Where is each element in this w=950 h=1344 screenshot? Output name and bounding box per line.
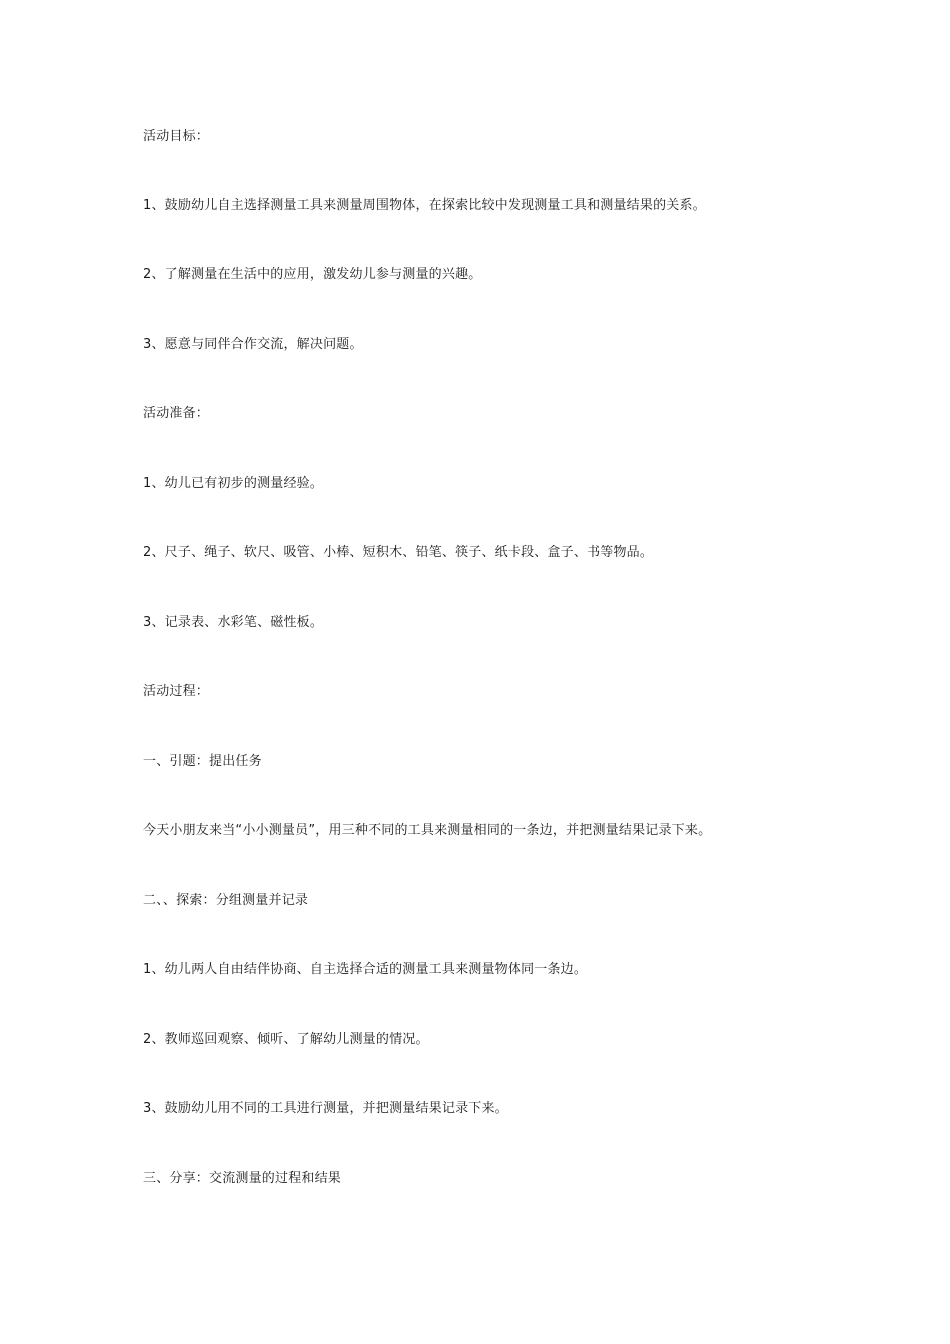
process-step-2-title: 二、、探索：分组测量并记录	[143, 893, 309, 908]
goal-item-1: 1、鼓励幼儿自主选择测量工具来测量周围物体，在探索比较中发现测量工具和测量结果的关系。	[143, 198, 706, 213]
heading-activity-process: 活动过程：	[143, 684, 210, 699]
process-step-3-title: 三、分享：交流测量的过程和结果	[143, 1171, 342, 1186]
goal-item-3: 3、愿意与同伴合作交流，解决问题。	[143, 337, 363, 352]
heading-activity-preparation: 活动准备：	[143, 406, 210, 421]
process-step-1-text: 今天小朋友来当“小小测量员”，用三种不同的工具来测量相同的一条边，并把测量结果记录下来。	[143, 823, 712, 838]
preparation-item-1: 1、幼儿已有初步的测量经验。	[143, 476, 324, 491]
preparation-item-2: 2、尺子、绳子、软尺、吸管、小棒、短积木、铅笔、筷子、纸卡段、盒子、书等物品。	[143, 545, 654, 560]
process-step-2-item-1: 1、幼儿两人自由结伴协商、自主选择合适的测量工具来测量物体同一条边。	[143, 962, 588, 977]
process-step-1-title: 一、引题：提出任务	[143, 754, 262, 769]
process-step-2-item-3: 3、鼓励幼儿用不同的工具进行测量，并把测量结果记录下来。	[143, 1101, 508, 1116]
goal-item-2: 2、了解测量在生活中的应用，激发幼儿参与测量的兴趣。	[143, 267, 482, 282]
heading-activity-goals: 活动目标：	[143, 129, 210, 144]
preparation-item-3: 3、记录表、水彩笔、磁性板。	[143, 615, 324, 630]
process-step-2-item-2: 2、教师巡回观察、倾听、了解幼儿测量的情况。	[143, 1032, 429, 1047]
